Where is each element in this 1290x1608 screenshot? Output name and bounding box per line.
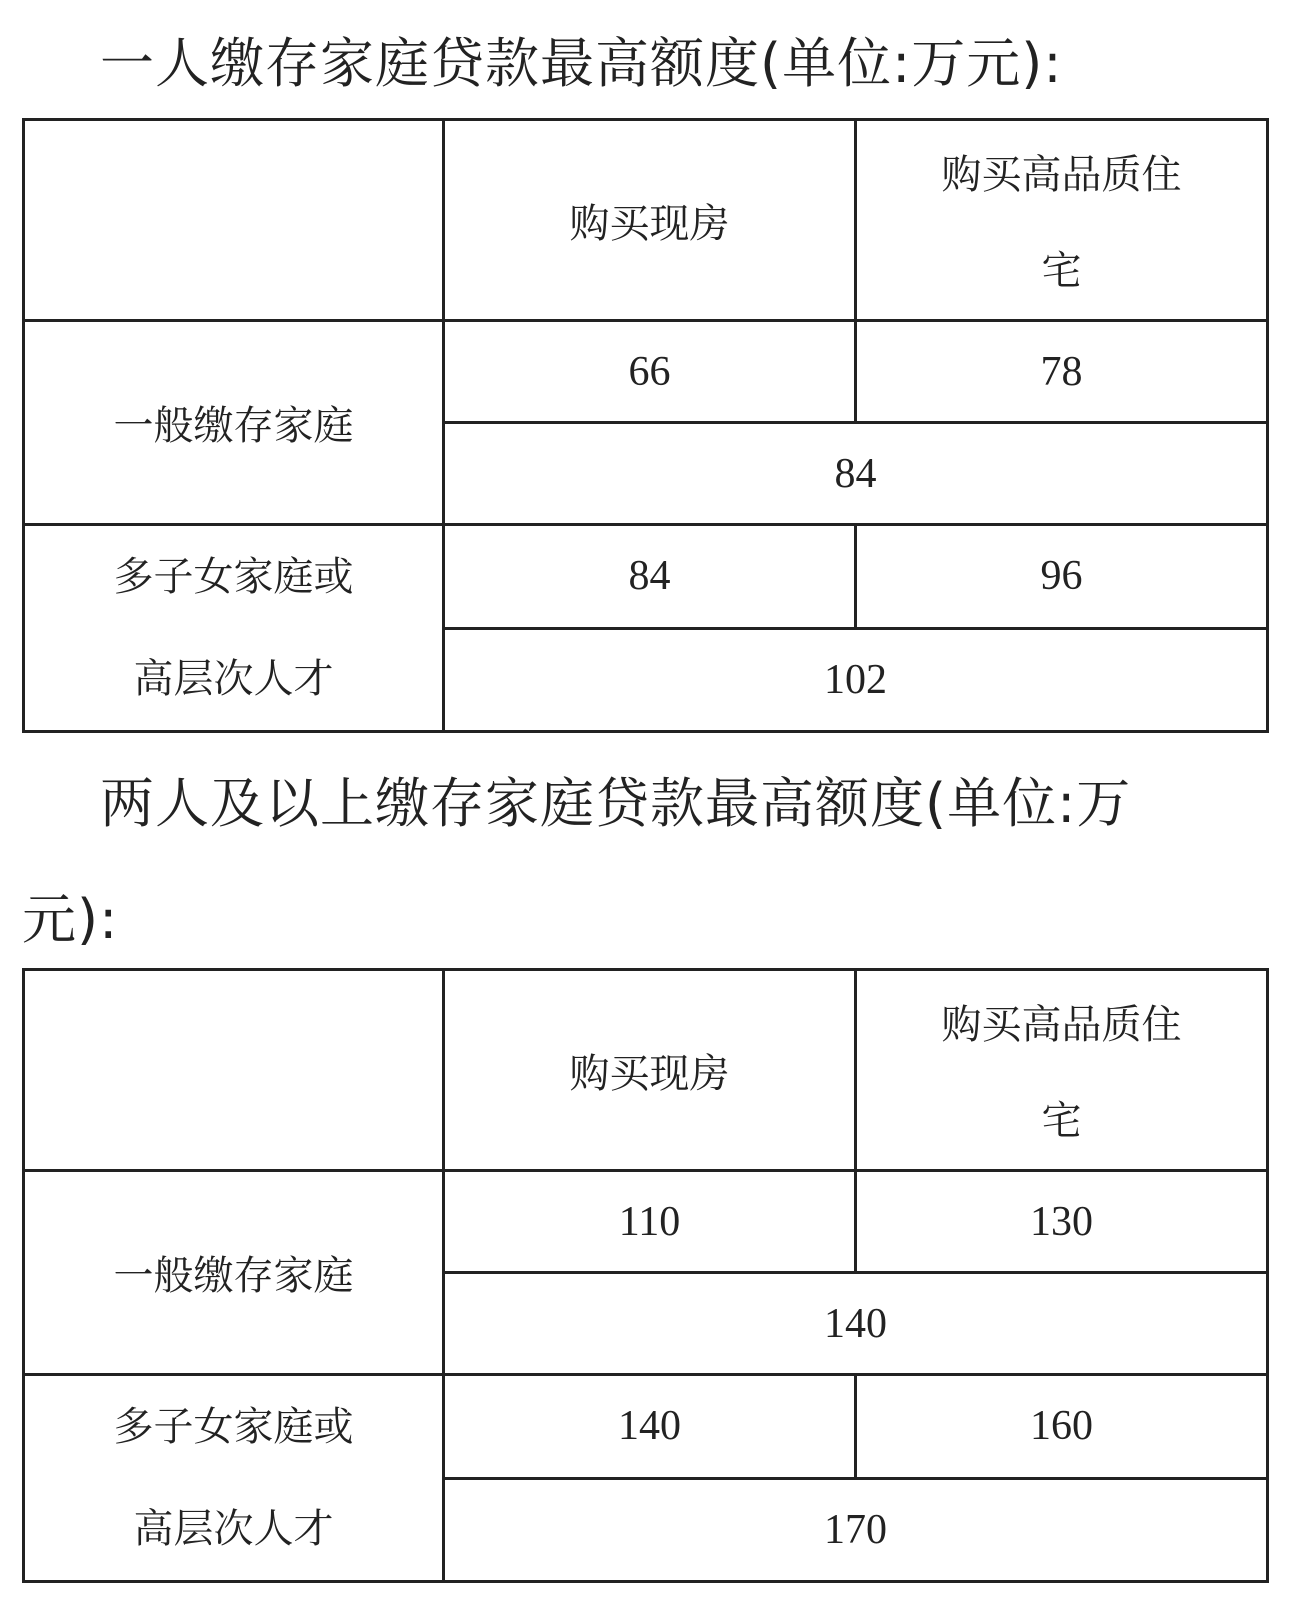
row-label-general: 一般缴存家庭 [24, 321, 444, 525]
value-combined: 170 [444, 1478, 1268, 1582]
table-header-row [24, 120, 1268, 321]
table-header-row [24, 970, 1268, 1171]
table-row [24, 1171, 1268, 1273]
header-high-quality-house [856, 120, 1268, 321]
section2-title-line2: 元): [22, 888, 119, 951]
value-combined: 140 [444, 1273, 1268, 1375]
value-high-quality: 96 [856, 525, 1268, 629]
section1-title: 一人缴存家庭贷款最高额度(单位:万元): [100, 32, 1063, 95]
value-existing: 66 [444, 321, 856, 423]
header-existing-house: 购买现房 [444, 970, 856, 1171]
value-existing: 110 [444, 1171, 856, 1273]
header-high-quality-house [856, 970, 1268, 1171]
single-payer-loan-table [22, 118, 1269, 733]
header-line-1: 购买高品质住 [941, 1002, 1182, 1048]
row-label-multi [24, 1375, 444, 1582]
header-existing-house: 购买现房 [444, 120, 856, 321]
empty-corner-cell [24, 120, 444, 321]
header-line-2: 宅 [1041, 1098, 1082, 1144]
table-row [24, 1375, 1268, 1479]
table-row [24, 321, 1268, 423]
empty-corner-cell [24, 970, 444, 1171]
value-combined: 102 [444, 628, 1268, 732]
value-existing: 84 [444, 525, 856, 629]
multi-payer-loan-table [22, 968, 1269, 1583]
value-combined: 84 [444, 423, 1268, 525]
value-existing: 140 [444, 1375, 856, 1479]
section2-title-line1: 两人及以上缴存家庭贷款最高额度(单位:万 [100, 772, 1132, 835]
label-line-1: 多子女家庭或 [113, 554, 354, 600]
label-line-2: 高层次人才 [133, 656, 334, 702]
value-high-quality: 130 [856, 1171, 1268, 1273]
value-high-quality: 160 [856, 1375, 1268, 1479]
header-line-2: 宅 [1041, 248, 1082, 294]
row-label-multi [24, 525, 444, 732]
header-line-1: 购买高品质住 [941, 152, 1182, 198]
table-row [24, 525, 1268, 629]
value-high-quality: 78 [856, 321, 1268, 423]
label-line-2: 高层次人才 [133, 1506, 334, 1552]
row-label-general: 一般缴存家庭 [24, 1171, 444, 1375]
label-line-1: 多子女家庭或 [113, 1404, 354, 1450]
